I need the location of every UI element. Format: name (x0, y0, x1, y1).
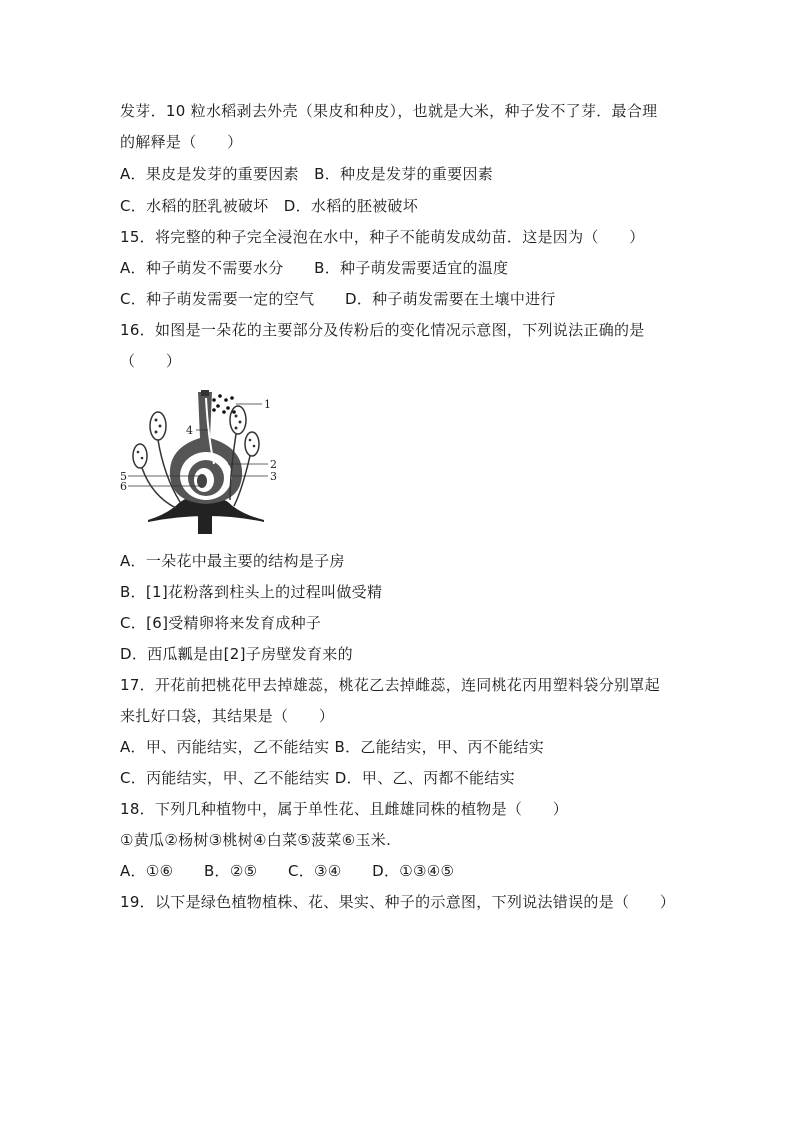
option-line: C．种子萌发需要一定的空气 D．种子萌发需要在土壤中进行 (120, 290, 556, 308)
option-line: A．①⑥ B．②⑤ C．③④ D．①③④⑤ (120, 862, 455, 880)
option-line: A．果皮是发芽的重要因素 B．种皮是发芽的重要因素 (120, 165, 494, 183)
label-4: 4 (186, 424, 193, 437)
text-line: （ ） (120, 352, 182, 370)
text-line: ①黄瓜②杨树③桃树④白菜⑤菠菜⑥玉米. (120, 831, 392, 849)
label-5: 5 (120, 470, 127, 483)
label-3: 3 (270, 470, 277, 483)
stem (198, 514, 212, 534)
label-2: 2 (270, 458, 277, 471)
option-line: A．甲、丙能结实，乙不能结实 B．乙能结实，甲、丙不能结实 (120, 738, 545, 756)
flower-diagram (118, 386, 288, 536)
question-17: 17．开花前把桃花甲去掉雄蕊，桃花乙去掉雌蕊，连同桃花丙用塑料袋分别罩起 (120, 676, 660, 694)
option-line: D．西瓜瓤是由[2]子房壁发育来的 (120, 645, 353, 663)
question-18: 18．下列几种植物中，属于单性花、且雌雄同株的植物是（ ） (120, 800, 569, 818)
option-line: C．[6]受精卵将来发育成种子 (120, 614, 322, 632)
label-6: 6 (120, 480, 127, 493)
text-line: 的解释是（ ） (120, 133, 243, 151)
text-line: 发芽．10 粒水稻剥去外壳（果皮和种皮），也就是大米，种子发不了芽．最合理 (120, 102, 658, 120)
label-1: 1 (264, 398, 271, 411)
question-19: 19．以下是绿色植物植株、花、果实、种子的示意图，下列说法错误的是（ ） (120, 893, 676, 911)
option-line: A．一朵花中最主要的结构是子房 (120, 552, 345, 570)
question-15: 15．将完整的种子完全浸泡在水中，种子不能萌发成幼苗．这是因为（ ） (120, 228, 645, 246)
option-line: C．水稻的胚乳被破坏 D．水稻的胚被破坏 (120, 197, 419, 215)
option-line: C．丙能结实，甲、乙不能结实 D．甲、乙、丙都不能结实 (120, 769, 515, 787)
option-line: A．种子萌发不需要水分 B．种子萌发需要适宜的温度 (120, 259, 509, 277)
option-line: B．[1]花粉落到柱头上的过程叫做受精 (120, 583, 383, 601)
text-line: 来扎好口袋，其结果是（ ） (120, 707, 335, 725)
question-16: 16．如图是一朵花的主要部分及传粉后的变化情况示意图，下列说法正确的是 (120, 321, 645, 339)
